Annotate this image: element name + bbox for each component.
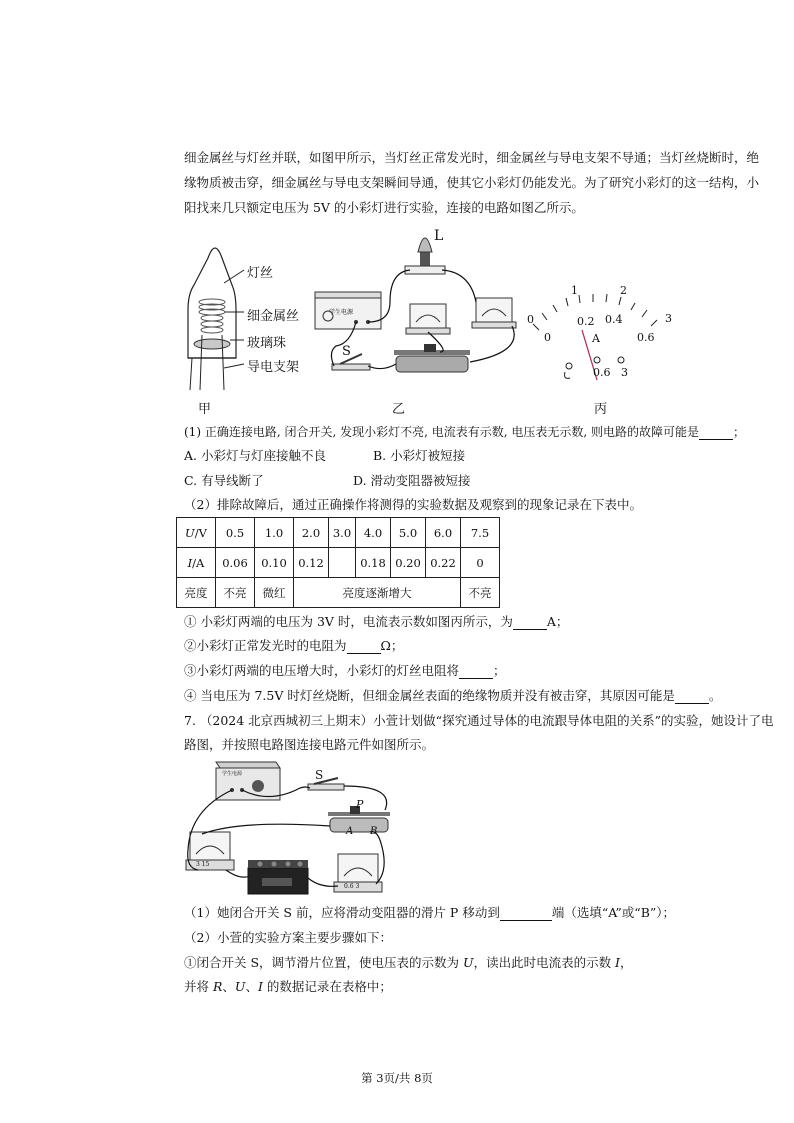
table-cell: 0.10 <box>255 548 294 578</box>
table-head-brightness: 亮度 <box>177 578 216 608</box>
table-cell: 0.18 <box>356 548 391 578</box>
table-cell: 0.5 <box>216 518 255 548</box>
page-footer: 第 3页/共 8页 <box>361 1071 433 1085</box>
q1-option-d: D. 滑动变阻器被短接 <box>353 473 471 488</box>
table-row-voltage <box>177 518 500 548</box>
data-table <box>176 517 500 608</box>
table-cell: 0.20 <box>391 548 426 578</box>
bing-scale-top-3: 3 <box>665 312 672 325</box>
table-cell: 微红 <box>255 578 294 608</box>
bing-scale-top-2: 2 <box>620 284 627 297</box>
bing-scale-bottom-0: 0 <box>544 331 551 344</box>
sub-question-3: ③小彩灯两端的电压增大时，小彩灯的灯丝电阻将 ； <box>184 663 506 678</box>
table-cell: 0.06 <box>216 548 255 578</box>
q1-option-b: B. 小彩灯被短接 <box>373 448 466 463</box>
intro-line-2: 缘物质被击穿，细金属丝与导电支架瞬间导通，使其它小彩灯仍能发光。为了研究小彩灯的这一结构，小 <box>184 175 760 190</box>
q1-stem: (1) 正确连接电路, 闭合开关, 发现小彩灯不亮, 电流表有示数, 电压表无示数, 则电路的故障可能是 ； <box>184 425 745 439</box>
yi-switch-label: S <box>342 344 351 359</box>
q7-fig-slider-label: P <box>356 798 364 811</box>
table-cell: 7.5 <box>461 518 500 548</box>
q7-fig-end-b: B <box>370 826 378 837</box>
q7-part-1: （1）她闭合开关 S 前，应将滑动变阻器的滑片 P 移动到 端（选填“A”或“B”）； <box>184 905 676 920</box>
table-cell: 亮度逐渐增大 <box>294 578 461 608</box>
q2-stem: （2）排除故障后，通过正确操作将测得的实验数据及观察到的现象记录在下表中。 <box>184 497 642 512</box>
q7-line-1: 7. （2024 北京西城初三上期末）小萱计划做“探究通过导体的电流跟导体电阻的关系”的实验，她设计了电 <box>184 713 774 728</box>
q7-part-2: （2）小萱的实验方案主要步骤如下： <box>184 930 392 945</box>
label-glass-bead: 玻璃珠 <box>247 336 287 351</box>
table-cell: 0.12 <box>294 548 329 578</box>
q7-fig-supply-label: 学生电源 <box>222 771 243 777</box>
sub-question-1: ① 小彩灯两端的电压为 3V 时，电流表示数如图丙所示，为 A； <box>184 614 569 629</box>
table-cell: 0.22 <box>426 548 461 578</box>
q7-fig-ammeter-scale: 0.6 3 <box>344 883 360 890</box>
q1-option-c: C. 有导线断了 <box>184 473 264 488</box>
sub-question-4: ④ 当电压为 7.5V 时灯丝烧断，但细金属丝表面的绝缘物质并没有被击穿，其原因可能是 。 <box>184 688 722 703</box>
table-cell: 6.0 <box>426 518 461 548</box>
yi-supply-label: 学生电源 <box>329 309 354 316</box>
table-cell <box>329 548 356 578</box>
q7-step-1: ①闭合开关 S，调节滑片位置，使电压表的示数为 U，读出此时电流表的示数 I， <box>184 955 633 970</box>
table-row-brightness <box>177 578 500 608</box>
q7-fig-voltmeter-scale: 3 15 <box>196 861 210 868</box>
intro-line-3: 阳找来几只额定电压为 5V 的小彩灯进行实验，连接的电路如图乙所示。 <box>184 200 584 215</box>
bing-scale-top-0: 0 <box>527 313 534 326</box>
table-cell: 2.0 <box>294 518 329 548</box>
label-fine-wire: 细金属丝 <box>247 309 300 324</box>
bing-scale-bottom-3: 0.6 <box>637 331 655 344</box>
q7-line-2: 路图，并按照电路图连接电路元件如图所示。 <box>184 737 435 752</box>
label-conductive-support: 导电支架 <box>247 360 300 375</box>
table-cell: 0 <box>461 548 500 578</box>
sub-question-2: ②小彩灯正常发光时的电阻为 Ω； <box>184 638 404 653</box>
table-head-voltage: U/V <box>177 518 216 548</box>
table-cell: 5.0 <box>391 518 426 548</box>
table-cell: 1.0 <box>255 518 294 548</box>
caption-jia: 甲 <box>198 402 212 417</box>
table-head-current: I/A <box>177 548 216 578</box>
table-row-current <box>177 548 500 578</box>
yi-lamp-label: L <box>434 228 444 244</box>
caption-bing: 丙 <box>594 402 608 417</box>
label-filament: 灯丝 <box>247 266 274 281</box>
bing-scale-bottom-1: 0.2 <box>577 315 595 328</box>
table-cell: 3.0 <box>329 518 356 548</box>
q1-option-a: A. 小彩灯与灯座接触不良 <box>184 448 326 463</box>
q7-step-1-cont: 并将 R、U、I 的数据记录在表格中； <box>184 979 392 994</box>
bing-scale-top-1: 1 <box>571 284 578 297</box>
intro-line-1: 细金属丝与灯丝并联，如图甲所示，当灯丝正常发光时，细金属丝与导电支架不导通；当灯丝烧断时，绝 <box>184 150 760 165</box>
bing-terminal-06: 0.6 <box>593 366 611 379</box>
bing-unit: A <box>592 332 600 345</box>
q7-fig-switch-label: S <box>315 768 324 782</box>
caption-yi: 乙 <box>392 402 406 417</box>
bing-scale-bottom-2: 0.4 <box>605 313 623 326</box>
table-cell: 不亮 <box>461 578 500 608</box>
table-cell: 不亮 <box>216 578 255 608</box>
bing-terminal-3: 3 <box>621 366 628 379</box>
q7-fig-end-a: A <box>346 826 354 837</box>
table-cell: 4.0 <box>356 518 391 548</box>
figure-q7-circuit <box>180 760 400 900</box>
